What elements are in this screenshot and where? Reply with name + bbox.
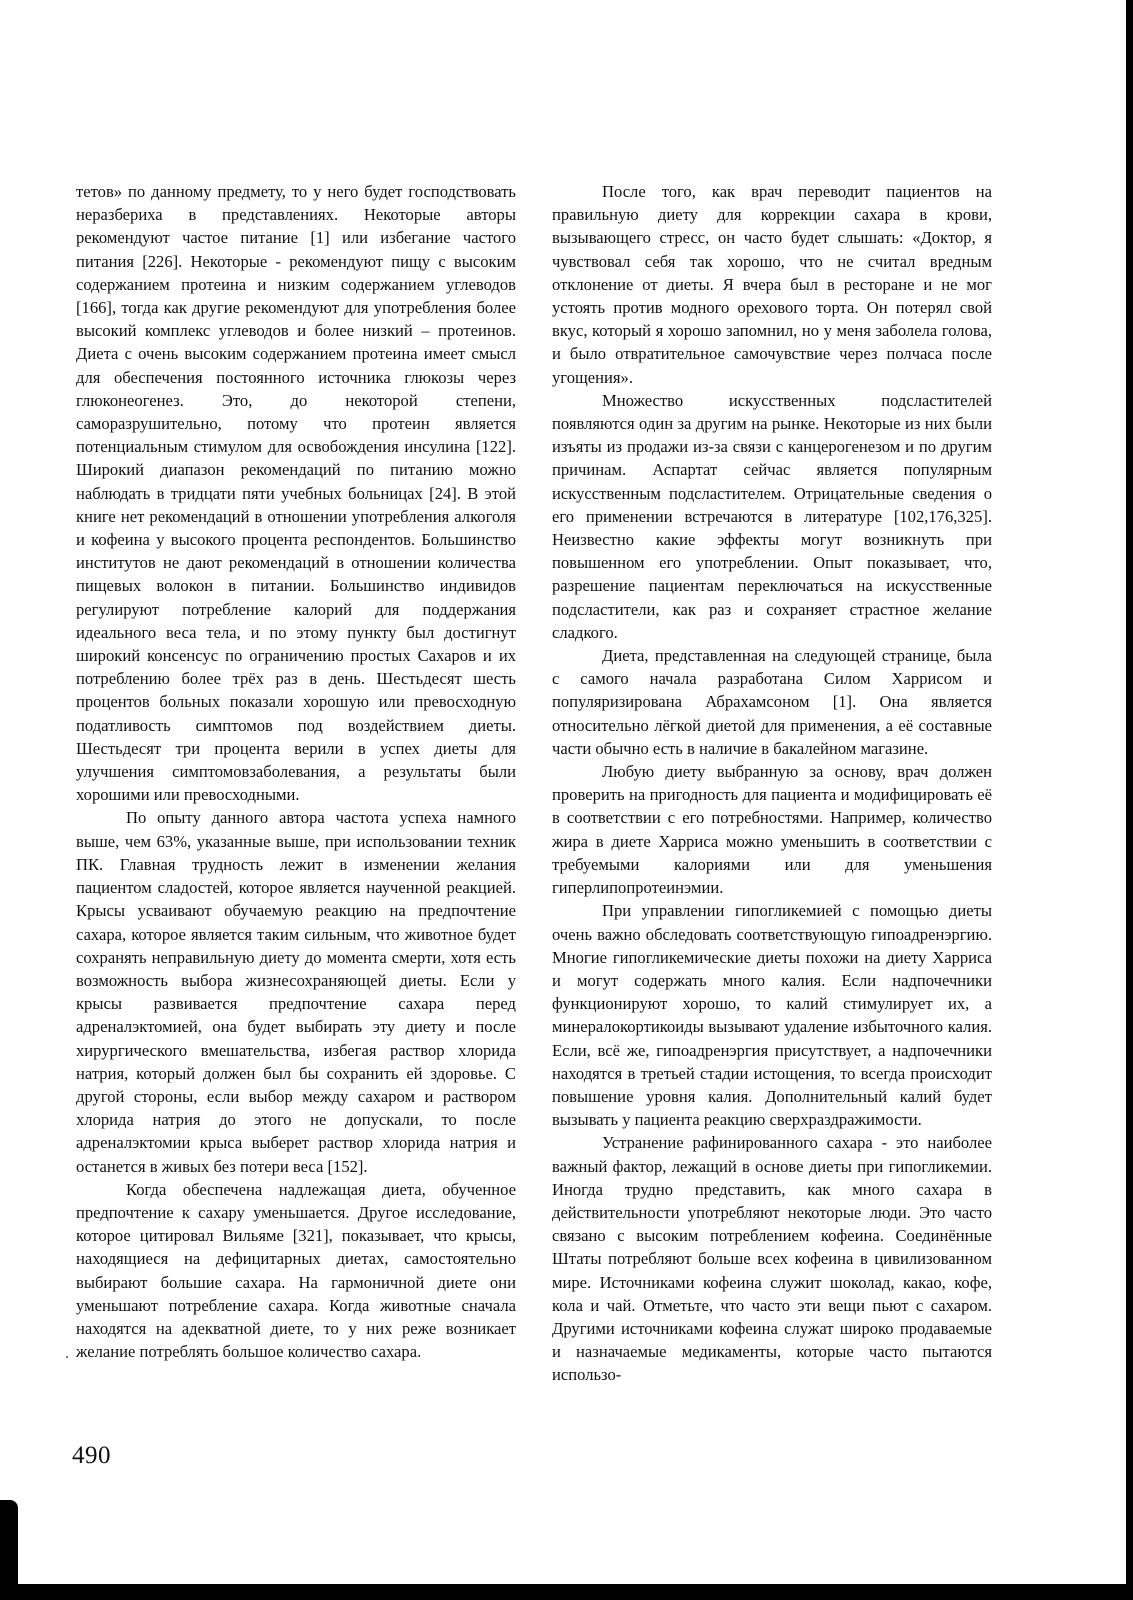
page-number: 490 [72,1442,111,1469]
paragraph: Множество искусственных подсластителей появляются один за другим на рынке. Некоторые из них были изъяты из продажи из-за связи с канцерогенезом и по другим причинам. Аспартат сейчас является популярным искусственным подсластителем. Отрицательные сведения о его применении встречаются в литературе [102,176,325]. Неизвестно какие эффекты могут возникнуть при повышенном его употреблении. Опыт показывает, что, разрешение пациентам переключаться на искусственные подсластители, как раз и сохраняет страстное желание сладкого. [552,390,992,642]
scan-bottom-border [0,1584,1133,1600]
scan-edge-mark [0,1500,18,1590]
scan-right-border [1126,0,1133,1600]
paragraph: После того, как врач переводит пациентов на правильную диету для коррекции сахара в крови, вызывающего стресс, он часто будет слышать: «Доктор, я чувствовал себя так хорошо, что не считал вредным отклонение от диеты. Я вчера был в ресторане и не мог устоять против модного орехового торта. Он потерял свой вкус, который я хорошо запомнил, но у меня заболела голова, и было отвратительное самочувствие через полчаса после угощения». [552,182,992,387]
paragraph: Любую диету выбранную за основу, врач должен проверить на пригодность для пациента и модифицировать её в соответствии с его потребностями. Например, количество жира в диете Харриса можно уменьшить в соответствии с требуемыми калориями или для уменьшения гиперлипопротеинэмии. [552,762,992,898]
paragraph: Устранение рафинированного сахара - это наиболее важный фактор, лежащий в основе диеты при гипогликемии. Иногда трудно представить, как много сахара в действительности употребляют некоторые люди. Это часто связано с высоким потреблением кофеина. Соединённые Штаты потребляют больше всех кофеина в цивилизованном мире. Источниками кофеина служит шоколад, какао, кофе, кола и чай. Отметьте, что часто эти вещи пьют с сахаром. Другими источниками кофеина служат широко продаваемые и назначаемые медикаменты, которые часто пытаются использо- [552,1133,992,1385]
right-text-column [552,180,992,1387]
paragraph: Диета, представленная на следующей странице, была с самого начала разработана Силом Харрисом и популяризирована Абрахамсоном [1]. Она является относительно лёгкой диетой для применения, а её составные части обычно есть в наличие в бакалейном магазине. [552,646,992,758]
left-text-column [76,180,516,1363]
paragraph: При управлении гипогликемией с помощью диеты очень важно обследовать соответствующую гипоадренэргию. Многие гипогликемические диеты похожи на диету Харриса и могут содержать много калия. Если надпочечники функционируют хорошо, то калий стимулирует их, а минералокортикоиды вызывают удаление избыточного калия. Если, всё же, гипоадренэргия присутствует, а надпочечники находятся в третьей стадии истощения, то всегда происходит повышение уровня калия. Дополнительный калий будет вызывать у пациента реакцию сверхраздражимости. [552,901,992,1130]
paragraph: тетов» по данному предмету, то у него будет господствовать неразбериха в представлениях. Некоторые авторы рекомендуют частое питание [1] или избегание частого питания [226]. Некоторые - рекомендуют пищу с высоким содержанием протеина и низким содержанием углеводов [166], тогда как другие рекомендуют для употребления более высокий комплекс углеводов и более низкий – протеинов. Диета с очень высоким содержанием протеина имеет смысл для обеспечения постоянного источника глюкозы через глюконеогенез. Это, до некоторой степени, саморазрушительно, потому что протеин является потенциальным стимулом для освобождения инсулина [122]. Широкий диапазон рекомендаций по питанию можно наблюдать в тридцати пяти учебных больницах [24]. В этой книге нет рекомендаций в отношении употребления алкоголя и кофеина у высокого процента респондентов. Большинство институтов не дают рекомендаций в отношении количества пищевых волокон в питании. Большинство индивидов регулируют потребление калорий для поддержания идеального веса тела, и по этому пункту был достигнут широкий консенсус по ограничению простых Сахаров и их потреблению более трёх раз в день. Шестьдесят шесть процентов больных показали хорошую или превосходную податливость симптомов под воздействием диеты. Шестьдесят три процента верили в успех диеты для улучшения симптомовзаболевания, а результаты были хорошими или превосходными. [76,182,516,805]
paragraph: Когда обеспечена надлежащая диета, обученное предпочтение к сахару уменьшается. Другое исследование, которое цитировал Вильяме [321], показывает, что крысы, находящиеся на дефицитарных диетах, самостоятельно выбирают большие сахара. На гармоничной диете они уменьшают потребление сахара. Когда животные сначала находятся на адекватной диете, то у них реже возникает желание потреблять большое количество сахара. [76,1179,516,1362]
paragraph: По опыту данного автора частота успеха намного выше, чем 63%, указанные выше, при использовании техник ПК. Главная трудность лежит в изменении желания пациентом сладостей, которое является наученной реакцией. Крысы усваивают обучаемую реакцию на предпочтение сахара, которое является таким сильным, что животное будет сохранять неправильную диету до момента смерти, хотя есть возможность выбора жизнесохраняющей диеты. Если у крысы развивается предпочтение сахара перед адреналэктомией, она будет выбирать эту диету и после хирургического вмешательства, избегая раствор хлорида натрия, который должен был бы сохранить ей здоровье. С другой стороны, если выбор между сахаром и раствором хлорида натрия до этого не допускали, то после адреналэктомии крыса выберет раствор хлорида натрия и останется в живых без потери веса [152]. [76,808,516,1176]
scan-speck [66,1356,68,1358]
